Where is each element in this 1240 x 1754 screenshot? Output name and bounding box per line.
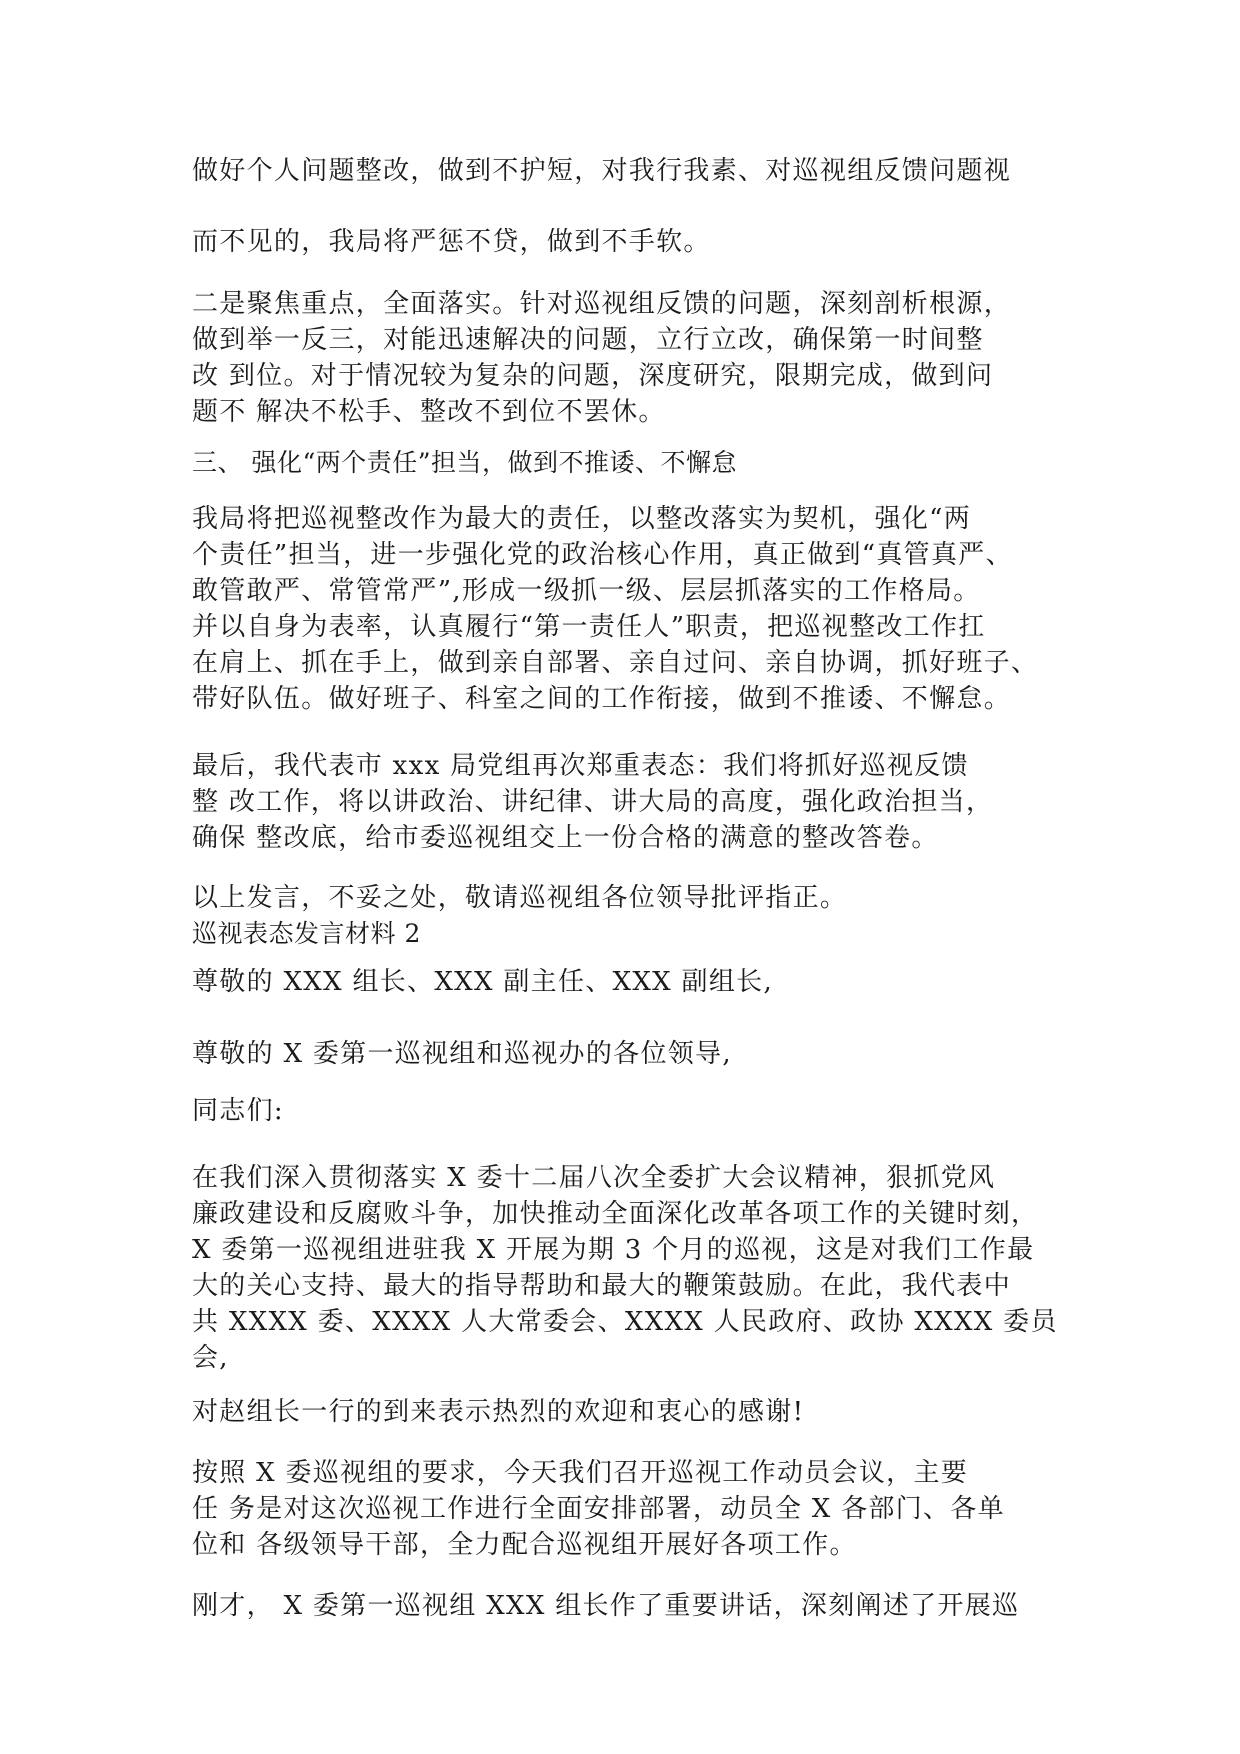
salutation-line: 尊敬的 XXX 组长、XXX 副主任、XXX 副组长,	[192, 967, 774, 997]
paragraph-line: 廉政建设和反腐败斗争，加快推动全面深化改革各项工作的关键时刻，	[192, 1199, 1039, 1229]
section-heading: 三、 强化“两个责任”担当，做到不推诿、不懈怠	[192, 448, 738, 477]
paragraph-line: 按照 X 委巡视组的要求，今天我们召开巡视工作动员会议，主要	[192, 1458, 969, 1488]
paragraph-line: 而不见的，我局将严惩不贷，做到不手软。	[192, 227, 711, 257]
paragraph-line: 会,	[192, 1343, 229, 1373]
paragraph-line: 个责任”担当，进一步强化党的政治核心作用，真正做到“真管真严、	[192, 540, 1013, 570]
paragraph-line: 并以自身为表率，认真履行“第一责任人”职责，把巡视整改工作扛	[192, 612, 986, 642]
salutation-line: 尊敬的 X 委第一巡视组和巡视办的各位领导,	[192, 1039, 732, 1069]
document-title: 巡视表态发言材料 2	[192, 919, 421, 948]
paragraph-line: 位和 各级领导干部，全力配合巡视组开展好各项工作。	[192, 1530, 857, 1560]
paragraph-line: 最后，我代表市 xxx 局党组再次郑重表态：我们将抓好巡视反馈	[192, 751, 969, 781]
paragraph-line: 刚才， X 委第一巡视组 XXX 组长作了重要讲话，深刻阐述了开展巡	[192, 1591, 1020, 1621]
salutation-line: 同志们:	[192, 1096, 284, 1126]
paragraph-line: 敢管敢严、常管常严”,形成一级抓一级、层层抓落实的工作格局。	[192, 576, 981, 606]
paragraph-line: 以上发言，不妥之处，敬请巡视组各位领导批评指正。	[192, 883, 848, 913]
paragraph-line: 任 务是对这次巡视工作进行全面安排部署，动员全 X 各部门、各单	[192, 1494, 1005, 1524]
paragraph-line: 大的关心支持、最大的指导帮助和最大的鞭策鼓励。在此，我代表中	[192, 1271, 1012, 1301]
paragraph-line: 在我们深入贯彻落实 X 委十二届八次全委扩大会议精神，狠抓党风	[192, 1163, 996, 1193]
paragraph-line: 题不 解决不松手、整改不到位不罢休。	[192, 397, 666, 427]
paragraph-line: X 委第一巡视组进驻我 X 开展为期 3 个月的巡视，这是对我们工作最	[192, 1235, 1035, 1265]
paragraph-line: 做到举一反三，对能迅速解决的问题，立行立改，确保第一时间整	[192, 325, 984, 355]
paragraph-line: 带好队伍。做好班子、科室之间的工作衔接，做到不推诿、不懈怠。	[192, 684, 1012, 714]
paragraph-line: 改 到位。对于情况较为复杂的问题，深度研究，限期完成，做到问	[192, 361, 994, 391]
paragraph-line: 确保 整改底，给市委巡视组交上一份合格的满意的整改答卷。	[192, 823, 939, 853]
paragraph-line: 在肩上、抓在手上，做到亲自部署、亲自过问、亲自协调，抓好班子、	[192, 648, 1039, 678]
paragraph-line: 我局将把巡视整改作为最大的责任，以整改落实为契机，强化“两	[192, 504, 971, 534]
paragraph-line: 整 改工作，将以讲政治、讲纪律、讲大局的高度，强化政治担当，	[192, 787, 994, 817]
paragraph-line: 共 XXXX 委、XXXX 人大常委会、XXXX 人民政府、政协 XXXX 委员	[192, 1307, 1058, 1337]
paragraph-line: 二是聚焦重点，全面落实。针对巡视组反馈的问题，深刻剖析根源，	[192, 289, 1012, 319]
paragraph-line: 做好个人问题整改，做到不护短，对我行我素、对巡视组反馈问题视	[192, 156, 1012, 186]
paragraph-line: 对赵组长一行的到来表示热烈的欢迎和衷心的感谢!	[192, 1397, 805, 1427]
